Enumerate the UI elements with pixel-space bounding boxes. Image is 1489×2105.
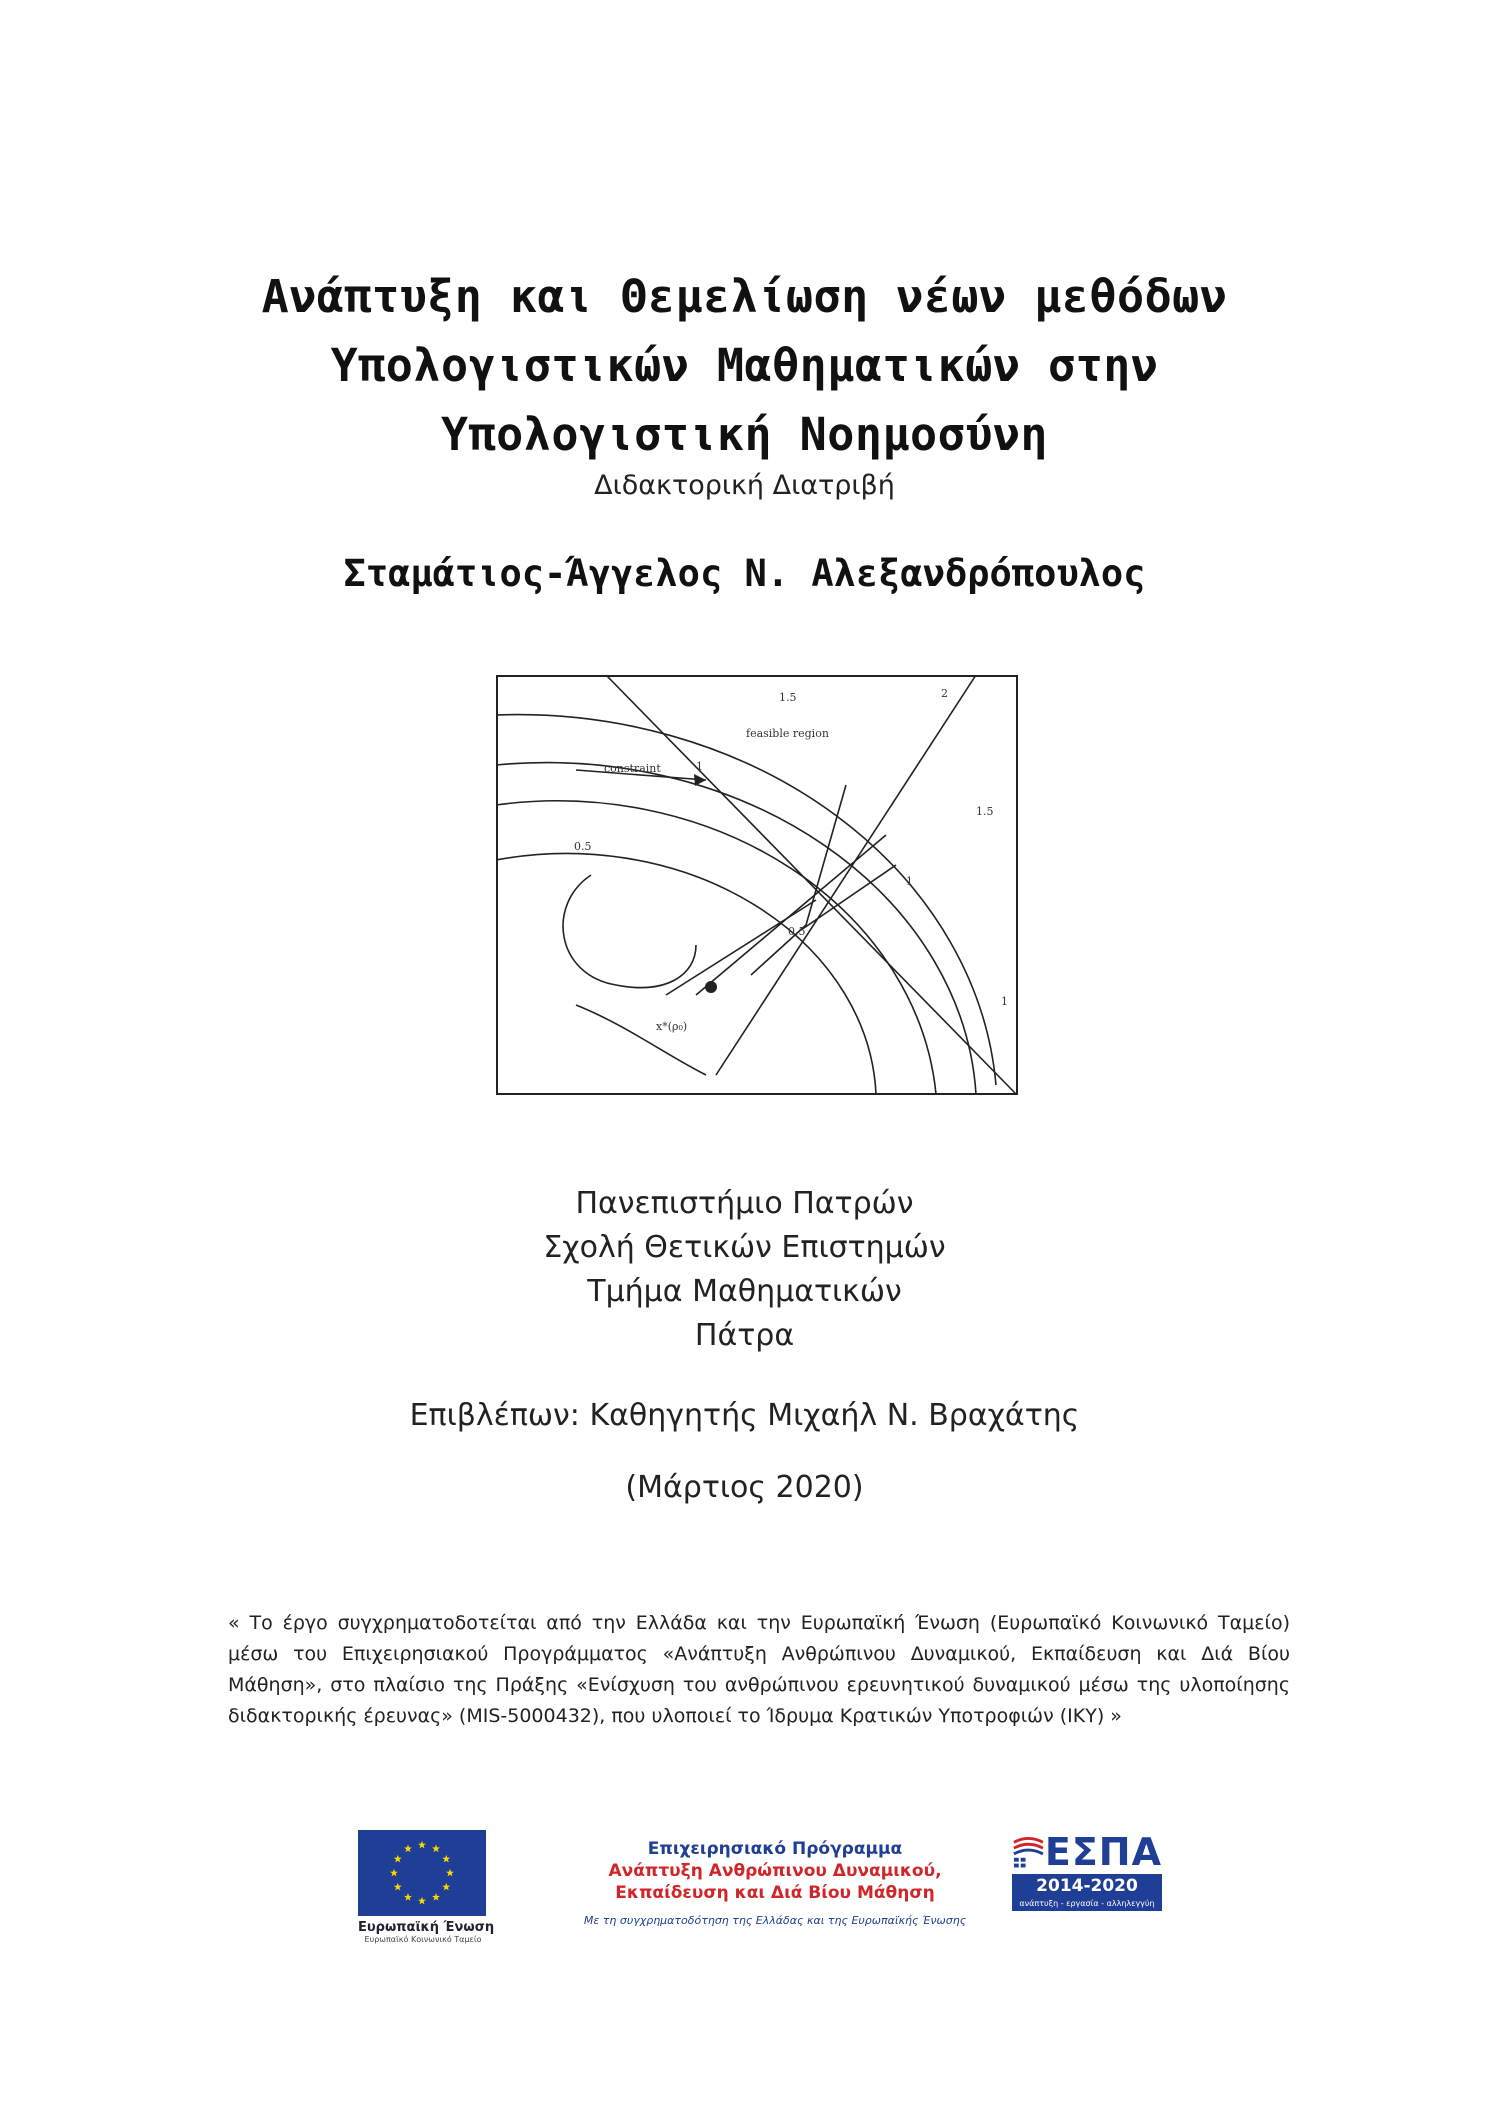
label-contour-2: 2 [941, 687, 948, 700]
op-line-4: Με τη συγχρηματοδότηση της Ελλάδας και της Ευρωπαϊκής Ένωσης [583, 1914, 967, 1927]
operational-programme-logo [560, 1838, 990, 1927]
label-xstar: x*(ρ₀) [656, 1020, 688, 1033]
op-line-1: Επιχειρησιακό Πρόγραμμα [647, 1839, 903, 1859]
espa-tagline: ανάπτυξη - εργασία - αλληλεγγύη [1012, 1898, 1162, 1911]
espa-years: 2014-2020 [1012, 1874, 1162, 1898]
espa-name: ΕΣΠΑ [1044, 1830, 1162, 1874]
contour-plot-figure [496, 675, 1018, 1095]
document-title [0, 262, 1489, 469]
espa-logo [1012, 1832, 1162, 1911]
supervisor: Επιβλέπων: Καθηγητής Μιχαήλ Ν. Βραχάτης [409, 1398, 1080, 1433]
eu-logo [358, 1830, 495, 1944]
title-line-2: Υπολογιστικών Μαθηματικών στην [330, 339, 1159, 392]
op-line-3: Εκπαίδευση και Διά Βίου Μάθηση [615, 1883, 935, 1903]
eu-flag-icon [358, 1830, 486, 1916]
city-name: Πάτρα [694, 1318, 795, 1353]
optimum-point [705, 981, 717, 993]
label-contour-1-5-right: 1.5 [976, 805, 994, 818]
label-constraint: constraint [604, 762, 661, 775]
label-contour-1-far: 1 [1001, 995, 1008, 1008]
label-contour-0-5-mid: 0.5 [788, 925, 806, 938]
espa-flag-icon [1012, 1834, 1045, 1870]
sponsor-logos [0, 1820, 1489, 1944]
affiliation-block [0, 1182, 1489, 1358]
title-line-1: Ανάπτυξη και Θεμελίωση νέων μεθόδων [261, 270, 1228, 323]
label-contour-0-5-left: 0.5 [574, 840, 592, 853]
label-feasible-region: feasible region [746, 727, 829, 740]
eu-subcaption: Ευρωπαϊκό Κοινωνικό Ταμείο [364, 1935, 482, 1944]
title-line-3: Υπολογιστική Νοημοσύνη [440, 408, 1049, 461]
label-contour-1-right: 1 [906, 875, 913, 888]
school-name: Σχολή Θετικών Επιστημών [543, 1230, 946, 1265]
op-line-2: Ανάπτυξη Ανθρώπινου Δυναμικού, [608, 1861, 942, 1881]
funding-note: « Το έργο συγχρηματοδοτείται από την Ελλάδα και την Ευρωπαϊκή Ένωση (Ευρωπαϊκό Κοινωνικό Ταμείο) μέσω του Επιχειρησιακού Προγράμματος «Ανάπτυξη Ανθρώπινου Δυναμικού, Εκπαίδευση και Διά Βίου Μάθηση», στο πλαίσιο της Πράξης «Ενίσχυση του ανθρώπινου ερευνητικού δυναμικού μέσω της υλοποίησης διδακτορικής έρευνας» (MIS-5000432), που υλοποιεί το Ίδρυμα Κρατικών Υποτροφιών (ΙΚΥ) » [228, 1612, 1290, 1727]
department-name: Τμήμα Μαθηματικών [587, 1274, 902, 1309]
contour-plot-svg [496, 675, 1018, 1095]
publication-date: (Μάρτιος 2020) [625, 1470, 864, 1505]
author-name: Σταμάτιος-Άγγελος Ν. Αλεξανδρόπουλος [343, 552, 1146, 595]
label-contour-1-5-top: 1.5 [779, 691, 797, 704]
document-type: Διδακτορική Διατριβή [594, 470, 895, 501]
label-contour-1-top: 1 [696, 760, 703, 773]
eu-caption: Ευρωπαϊκή Ένωση [358, 1920, 495, 1935]
university-name: Πανεπιστήμιο Πατρών [575, 1186, 914, 1221]
